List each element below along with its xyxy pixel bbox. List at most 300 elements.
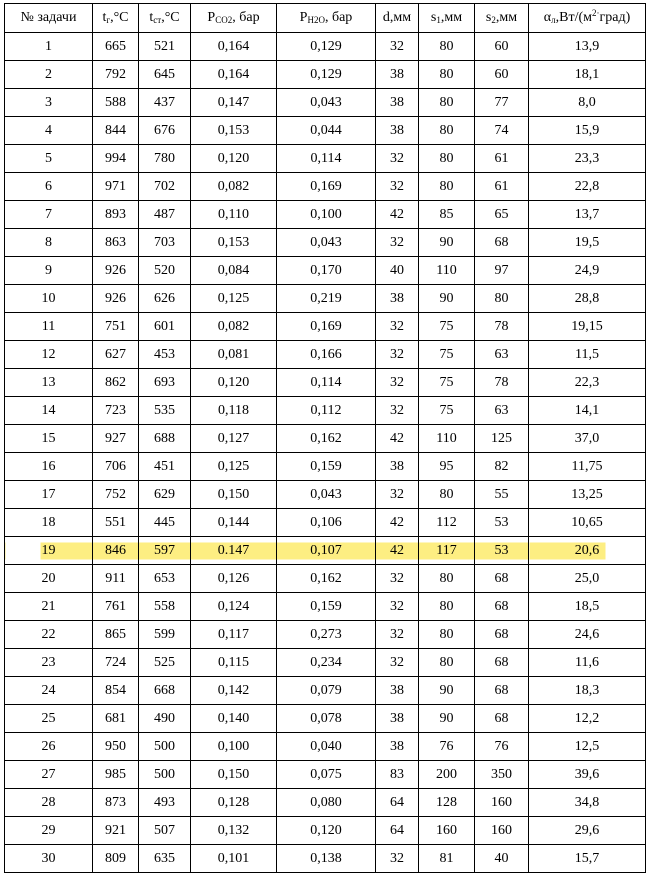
cell-ph2o: 0,114 [277, 145, 376, 173]
cell-s1: 110 [419, 425, 475, 453]
cell-s1: 80 [419, 145, 475, 173]
cell-diameter: 32 [376, 145, 419, 173]
cell-gas-temperature: 846 [93, 537, 139, 565]
cell-gas-temperature: 751 [93, 313, 139, 341]
cell-pco2: 0,120 [191, 145, 277, 173]
table-row [5, 733, 646, 761]
cell-task-number: 26 [5, 733, 93, 761]
cell-s1: 75 [419, 397, 475, 425]
cell-diameter: 32 [376, 593, 419, 621]
cell-ph2o: 0,162 [277, 425, 376, 453]
cell-s2: 65 [475, 201, 529, 229]
table-row [5, 537, 646, 565]
cell-task-number: 2 [5, 61, 93, 89]
cell-task-number: 15 [5, 425, 93, 453]
cell-s1: 117 [419, 537, 475, 565]
cell-s1: 81 [419, 845, 475, 873]
cell-s2: 63 [475, 341, 529, 369]
cell-s1: 160 [419, 817, 475, 845]
cell-diameter: 32 [376, 621, 419, 649]
cell-gas-temperature: 926 [93, 285, 139, 313]
cell-wall-temperature: 451 [139, 453, 191, 481]
cell-diameter: 32 [376, 229, 419, 257]
cell-s1: 80 [419, 173, 475, 201]
cell-s2: 68 [475, 593, 529, 621]
cell-diameter: 32 [376, 397, 419, 425]
cell-gas-temperature: 752 [93, 481, 139, 509]
cell-pco2: 0,164 [191, 61, 277, 89]
cell-gas-temperature: 985 [93, 761, 139, 789]
cell-gas-temperature: 627 [93, 341, 139, 369]
cell-diameter: 32 [376, 649, 419, 677]
cell-s2: 68 [475, 621, 529, 649]
cell-gas-temperature: 723 [93, 397, 139, 425]
cell-wall-temperature: 668 [139, 677, 191, 705]
cell-s2: 61 [475, 173, 529, 201]
cell-wall-temperature: 490 [139, 705, 191, 733]
cell-pco2: 0,082 [191, 173, 277, 201]
cell-s2: 40 [475, 845, 529, 873]
cell-gas-temperature: 551 [93, 509, 139, 537]
cell-s1: 75 [419, 341, 475, 369]
table-row [5, 705, 646, 733]
cell-alpha: 14,1 [529, 397, 646, 425]
cell-gas-temperature: 809 [93, 845, 139, 873]
header-diameter: d,мм [376, 4, 419, 33]
cell-ph2o: 0,162 [277, 565, 376, 593]
cell-diameter: 38 [376, 285, 419, 313]
table-row [5, 565, 646, 593]
table-row [5, 201, 646, 229]
table-row [5, 369, 646, 397]
cell-pco2: 0,140 [191, 705, 277, 733]
cell-pco2: 0,164 [191, 33, 277, 61]
cell-pco2: 0,117 [191, 621, 277, 649]
cell-s2: 55 [475, 481, 529, 509]
cell-gas-temperature: 927 [93, 425, 139, 453]
cell-ph2o: 0,129 [277, 61, 376, 89]
cell-task-number: 7 [5, 201, 93, 229]
cell-diameter: 38 [376, 89, 419, 117]
cell-diameter: 32 [376, 173, 419, 201]
cell-task-number: 24 [5, 677, 93, 705]
cell-task-number: 23 [5, 649, 93, 677]
cell-gas-temperature: 706 [93, 453, 139, 481]
cell-wall-temperature: 635 [139, 845, 191, 873]
cell-ph2o: 0,043 [277, 481, 376, 509]
task-data-table [4, 3, 646, 873]
cell-gas-temperature: 862 [93, 369, 139, 397]
cell-gas-temperature: 893 [93, 201, 139, 229]
cell-s1: 80 [419, 593, 475, 621]
cell-s2: 53 [475, 509, 529, 537]
cell-s1: 95 [419, 453, 475, 481]
cell-pco2: 0,110 [191, 201, 277, 229]
cell-s1: 112 [419, 509, 475, 537]
cell-wall-temperature: 780 [139, 145, 191, 173]
cell-s2: 160 [475, 789, 529, 817]
cell-diameter: 40 [376, 257, 419, 285]
cell-alpha: 18,3 [529, 677, 646, 705]
cell-alpha: 10,65 [529, 509, 646, 537]
cell-ph2o: 0,219 [277, 285, 376, 313]
cell-s1: 80 [419, 89, 475, 117]
cell-pco2: 0,150 [191, 761, 277, 789]
cell-alpha: 19,5 [529, 229, 646, 257]
cell-s2: 160 [475, 817, 529, 845]
cell-diameter: 38 [376, 453, 419, 481]
cell-s2: 68 [475, 649, 529, 677]
cell-wall-temperature: 599 [139, 621, 191, 649]
cell-pco2: 0,142 [191, 677, 277, 705]
header-gas-temperature: $t_г,^\circ С$ [93, 4, 139, 33]
cell-s2: 74 [475, 117, 529, 145]
cell-s1: 75 [419, 313, 475, 341]
cell-s1: 90 [419, 285, 475, 313]
cell-ph2o: 0,170 [277, 257, 376, 285]
cell-pco2: 0,128 [191, 789, 277, 817]
cell-s1: 80 [419, 565, 475, 593]
cell-ph2o: 0,040 [277, 733, 376, 761]
cell-ph2o: 0,043 [277, 89, 376, 117]
cell-gas-temperature: 950 [93, 733, 139, 761]
cell-gas-temperature: 873 [93, 789, 139, 817]
cell-gas-temperature: 681 [93, 705, 139, 733]
cell-task-number: 9 [5, 257, 93, 285]
cell-alpha: 13,9 [529, 33, 646, 61]
cell-pco2: 0,126 [191, 565, 277, 593]
cell-task-number: 16 [5, 453, 93, 481]
header-row [5, 4, 646, 33]
cell-wall-temperature: 507 [139, 817, 191, 845]
cell-s1: 110 [419, 257, 475, 285]
cell-gas-temperature: 844 [93, 117, 139, 145]
cell-s1: 80 [419, 33, 475, 61]
cell-s1: 80 [419, 621, 475, 649]
cell-diameter: 42 [376, 201, 419, 229]
cell-task-number: 14 [5, 397, 93, 425]
cell-diameter: 42 [376, 425, 419, 453]
header-alpha: $\alpha_л,Вт/(м^{2\cdot}град)$ [529, 4, 646, 33]
table-row [5, 341, 646, 369]
cell-task-number: 20 [5, 565, 93, 593]
cell-task-number: 3 [5, 89, 93, 117]
table-row [5, 173, 646, 201]
cell-diameter: 42 [376, 537, 419, 565]
cell-diameter: 32 [376, 341, 419, 369]
cell-alpha: 11,75 [529, 453, 646, 481]
cell-ph2o: 0,169 [277, 313, 376, 341]
cell-pco2: 0,100 [191, 733, 277, 761]
header-wall-temperature: $t_{ст},^\circ С$ [139, 4, 191, 33]
cell-diameter: 32 [376, 313, 419, 341]
table-row [5, 789, 646, 817]
cell-task-number: 30 [5, 845, 93, 873]
cell-pco2: 0,125 [191, 453, 277, 481]
cell-ph2o: 0,106 [277, 509, 376, 537]
cell-task-number: 27 [5, 761, 93, 789]
header-task-number: № задачи [5, 4, 93, 33]
cell-ph2o: 0,169 [277, 173, 376, 201]
cell-gas-temperature: 792 [93, 61, 139, 89]
cell-alpha: 19,15 [529, 313, 646, 341]
cell-pco2: 0.147 [191, 537, 277, 565]
cell-pco2: 0,153 [191, 229, 277, 257]
table-row [5, 621, 646, 649]
cell-alpha: 8,0 [529, 89, 646, 117]
cell-task-number: 25 [5, 705, 93, 733]
cell-s2: 78 [475, 369, 529, 397]
cell-s1: 80 [419, 61, 475, 89]
cell-gas-temperature: 863 [93, 229, 139, 257]
cell-gas-temperature: 926 [93, 257, 139, 285]
cell-task-number: 8 [5, 229, 93, 257]
cell-ph2o: 0,044 [277, 117, 376, 145]
table-row [5, 453, 646, 481]
cell-gas-temperature: 865 [93, 621, 139, 649]
cell-ph2o: 0,114 [277, 369, 376, 397]
cell-ph2o: 0,159 [277, 453, 376, 481]
cell-wall-temperature: 653 [139, 565, 191, 593]
cell-s2: 68 [475, 705, 529, 733]
cell-diameter: 32 [376, 33, 419, 61]
cell-ph2o: 0,078 [277, 705, 376, 733]
cell-ph2o: 0,166 [277, 341, 376, 369]
cell-s2: 350 [475, 761, 529, 789]
cell-gas-temperature: 854 [93, 677, 139, 705]
cell-ph2o: 0,120 [277, 817, 376, 845]
cell-pco2: 0,084 [191, 257, 277, 285]
table-row [5, 145, 646, 173]
cell-wall-temperature: 558 [139, 593, 191, 621]
header-ph2o: $P_{H2O}$, бар [277, 4, 376, 33]
table-row [5, 229, 646, 257]
cell-alpha: 13,25 [529, 481, 646, 509]
cell-pco2: 0,081 [191, 341, 277, 369]
cell-pco2: 0,150 [191, 481, 277, 509]
cell-diameter: 64 [376, 817, 419, 845]
cell-s2: 68 [475, 565, 529, 593]
cell-alpha: 22,8 [529, 173, 646, 201]
cell-s1: 76 [419, 733, 475, 761]
cell-s2: 61 [475, 145, 529, 173]
cell-wall-temperature: 445 [139, 509, 191, 537]
cell-task-number: 11 [5, 313, 93, 341]
cell-wall-temperature: 525 [139, 649, 191, 677]
cell-wall-temperature: 702 [139, 173, 191, 201]
table-body [5, 33, 646, 873]
cell-alpha: 13,7 [529, 201, 646, 229]
table-row [5, 33, 646, 61]
cell-task-number: 10 [5, 285, 93, 313]
cell-gas-temperature: 971 [93, 173, 139, 201]
cell-pco2: 0,144 [191, 509, 277, 537]
cell-ph2o: 0,138 [277, 845, 376, 873]
cell-diameter: 38 [376, 677, 419, 705]
cell-ph2o: 0,129 [277, 33, 376, 61]
cell-s1: 80 [419, 649, 475, 677]
cell-diameter: 38 [376, 117, 419, 145]
cell-task-number: 28 [5, 789, 93, 817]
cell-diameter: 83 [376, 761, 419, 789]
cell-alpha: 34,8 [529, 789, 646, 817]
cell-wall-temperature: 688 [139, 425, 191, 453]
cell-diameter: 38 [376, 61, 419, 89]
cell-wall-temperature: 535 [139, 397, 191, 425]
cell-s1: 85 [419, 201, 475, 229]
cell-wall-temperature: 500 [139, 733, 191, 761]
cell-task-number: 4 [5, 117, 93, 145]
cell-s2: 53 [475, 537, 529, 565]
cell-s2: 80 [475, 285, 529, 313]
cell-wall-temperature: 645 [139, 61, 191, 89]
cell-alpha: 29,6 [529, 817, 646, 845]
table-row [5, 845, 646, 873]
cell-alpha: 11,6 [529, 649, 646, 677]
cell-pco2: 0,124 [191, 593, 277, 621]
table-row [5, 89, 646, 117]
cell-pco2: 0,125 [191, 285, 277, 313]
cell-wall-temperature: 500 [139, 761, 191, 789]
cell-gas-temperature: 994 [93, 145, 139, 173]
cell-s2: 60 [475, 61, 529, 89]
cell-wall-temperature: 601 [139, 313, 191, 341]
cell-alpha: 37,0 [529, 425, 646, 453]
table-row [5, 117, 646, 145]
cell-wall-temperature: 493 [139, 789, 191, 817]
table-row [5, 313, 646, 341]
cell-alpha: 23,3 [529, 145, 646, 173]
table-row [5, 481, 646, 509]
cell-s1: 80 [419, 481, 475, 509]
cell-alpha: 12,2 [529, 705, 646, 733]
cell-alpha: 28,8 [529, 285, 646, 313]
cell-alpha: 11,5 [529, 341, 646, 369]
cell-gas-temperature: 665 [93, 33, 139, 61]
cell-s2: 68 [475, 229, 529, 257]
cell-pco2: 0,120 [191, 369, 277, 397]
cell-task-number: 19 [5, 537, 93, 565]
cell-diameter: 32 [376, 565, 419, 593]
header-pco2: $P_{CO2}$, бар [191, 4, 277, 33]
cell-s1: 200 [419, 761, 475, 789]
table-row [5, 761, 646, 789]
cell-wall-temperature: 693 [139, 369, 191, 397]
table-row [5, 425, 646, 453]
cell-alpha: 15,9 [529, 117, 646, 145]
cell-s2: 97 [475, 257, 529, 285]
cell-wall-temperature: 453 [139, 341, 191, 369]
cell-alpha: 39,6 [529, 761, 646, 789]
cell-ph2o: 0,159 [277, 593, 376, 621]
cell-s2: 63 [475, 397, 529, 425]
cell-ph2o: 0,273 [277, 621, 376, 649]
table-row [5, 677, 646, 705]
table-row [5, 61, 646, 89]
cell-diameter: 42 [376, 509, 419, 537]
cell-task-number: 17 [5, 481, 93, 509]
cell-task-number: 1 [5, 33, 93, 61]
cell-s2: 76 [475, 733, 529, 761]
cell-task-number: 21 [5, 593, 93, 621]
cell-ph2o: 0,043 [277, 229, 376, 257]
cell-task-number: 6 [5, 173, 93, 201]
table-row [5, 397, 646, 425]
cell-wall-temperature: 703 [139, 229, 191, 257]
cell-s1: 90 [419, 677, 475, 705]
cell-diameter: 38 [376, 705, 419, 733]
cell-gas-temperature: 761 [93, 593, 139, 621]
cell-s2: 60 [475, 33, 529, 61]
cell-task-number: 5 [5, 145, 93, 173]
cell-pco2: 0,118 [191, 397, 277, 425]
cell-s2: 78 [475, 313, 529, 341]
cell-wall-temperature: 520 [139, 257, 191, 285]
cell-alpha: 22,3 [529, 369, 646, 397]
cell-gas-temperature: 911 [93, 565, 139, 593]
cell-diameter: 32 [376, 369, 419, 397]
cell-diameter: 64 [376, 789, 419, 817]
cell-pco2: 0,132 [191, 817, 277, 845]
cell-alpha: 18,1 [529, 61, 646, 89]
cell-pco2: 0,127 [191, 425, 277, 453]
header-s1: $s_1,мм$ [419, 4, 475, 33]
cell-pco2: 0,082 [191, 313, 277, 341]
table-row [5, 257, 646, 285]
cell-gas-temperature: 588 [93, 89, 139, 117]
cell-wall-temperature: 437 [139, 89, 191, 117]
cell-diameter: 38 [376, 733, 419, 761]
cell-pco2: 0,115 [191, 649, 277, 677]
cell-alpha: 25,0 [529, 565, 646, 593]
cell-ph2o: 0,080 [277, 789, 376, 817]
cell-alpha: 15,7 [529, 845, 646, 873]
header-s2: $s_2,мм$ [475, 4, 529, 33]
cell-s1: 90 [419, 705, 475, 733]
cell-ph2o: 0,075 [277, 761, 376, 789]
cell-task-number: 18 [5, 509, 93, 537]
cell-s2: 125 [475, 425, 529, 453]
cell-pco2: 0,101 [191, 845, 277, 873]
cell-s2: 77 [475, 89, 529, 117]
cell-wall-temperature: 629 [139, 481, 191, 509]
cell-ph2o: 0,107 [277, 537, 376, 565]
cell-s1: 80 [419, 117, 475, 145]
table-row [5, 509, 646, 537]
cell-diameter: 32 [376, 481, 419, 509]
table-row [5, 817, 646, 845]
cell-diameter: 32 [376, 845, 419, 873]
cell-pco2: 0,153 [191, 117, 277, 145]
cell-alpha: 12,5 [529, 733, 646, 761]
cell-ph2o: 0,112 [277, 397, 376, 425]
cell-wall-temperature: 676 [139, 117, 191, 145]
cell-wall-temperature: 626 [139, 285, 191, 313]
table-row [5, 649, 646, 677]
cell-pco2: 0,147 [191, 89, 277, 117]
table-row [5, 593, 646, 621]
cell-s2: 68 [475, 677, 529, 705]
cell-ph2o: 0,100 [277, 201, 376, 229]
cell-wall-temperature: 487 [139, 201, 191, 229]
cell-alpha: 18,5 [529, 593, 646, 621]
cell-alpha: 24,9 [529, 257, 646, 285]
cell-gas-temperature: 724 [93, 649, 139, 677]
cell-task-number: 13 [5, 369, 93, 397]
cell-task-number: 12 [5, 341, 93, 369]
cell-ph2o: 0,234 [277, 649, 376, 677]
cell-task-number: 29 [5, 817, 93, 845]
